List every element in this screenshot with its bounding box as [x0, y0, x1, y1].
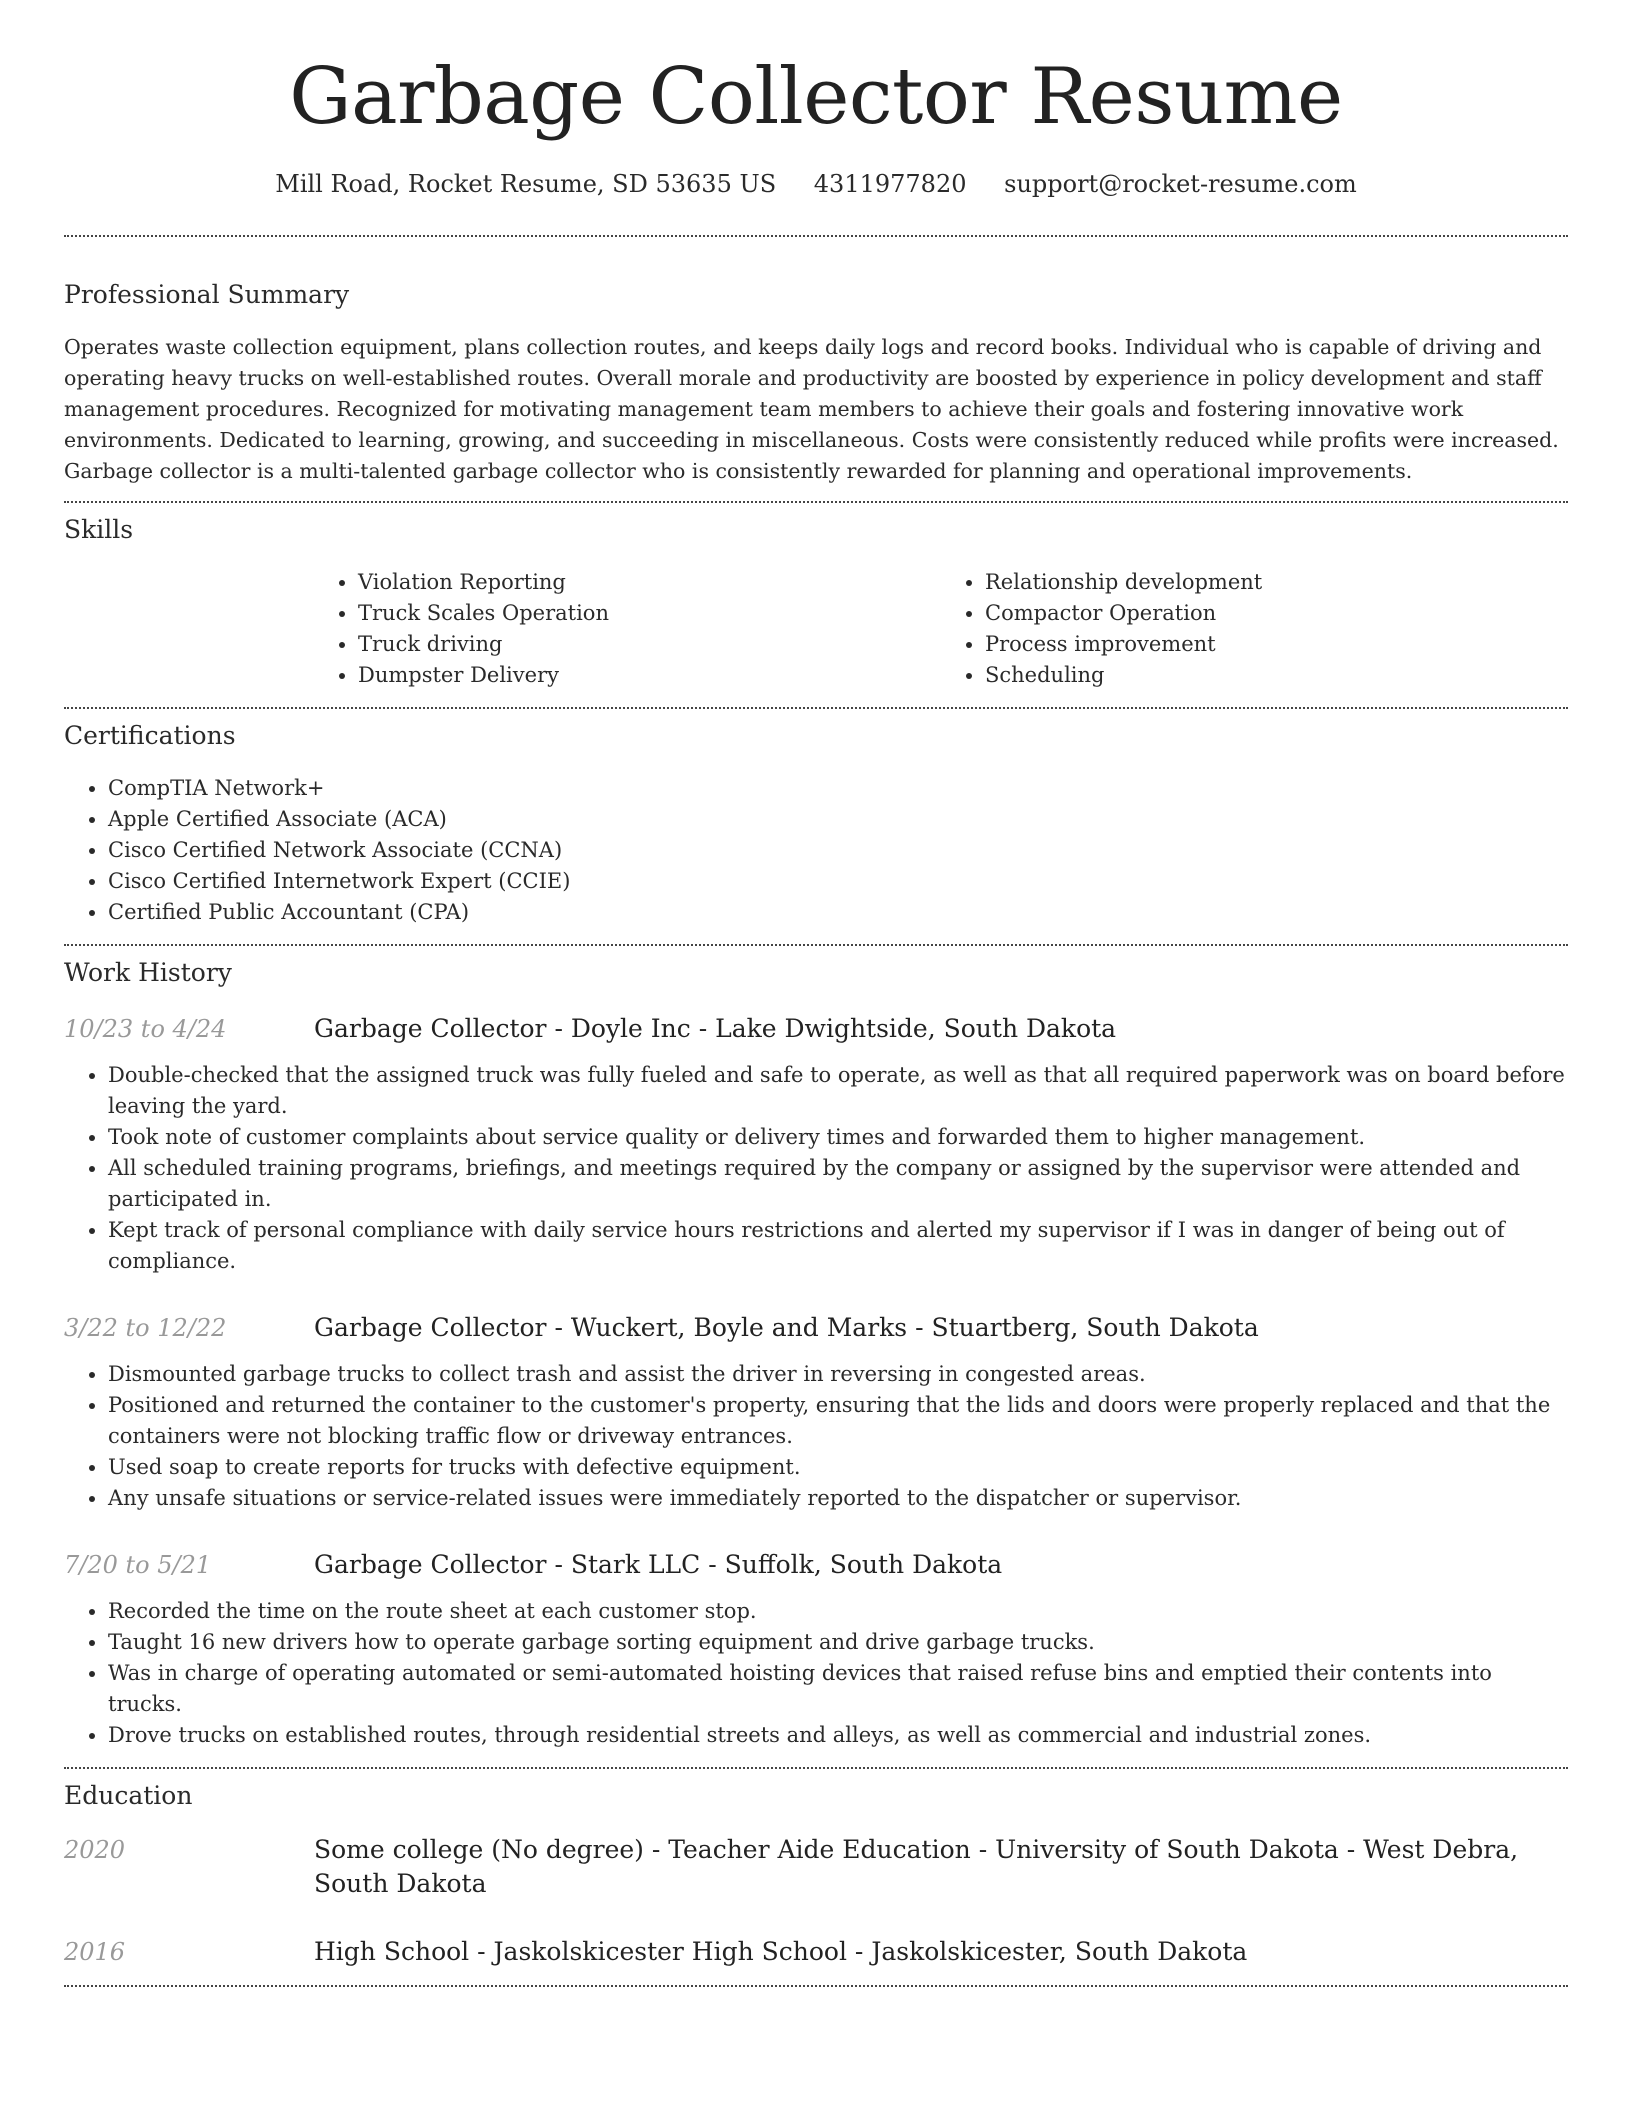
job-bullet: • Kept track of personal compliance with daily service hours restrictions and alerted my supervisor if I was in danger of being out of compliance. — [108, 1215, 1568, 1277]
skills-title: Skills — [64, 514, 134, 544]
job-bullet: • Recorded the time on the route sheet at each customer stop. — [108, 1596, 1568, 1627]
job-bullets — [64, 1596, 1568, 1751]
job-bullet: • Dismounted garbage trucks to collect trash and assist the driver in reversing in congested areas. — [108, 1359, 1568, 1390]
divider — [64, 501, 1568, 503]
job-bullets — [64, 1060, 1568, 1277]
divider — [64, 1767, 1568, 1769]
job-bullet: • Positioned and returned the container to the customer's property, ensuring that the lids and doors were properly replaced and that the containers were not blocking traffic flow or driveway entrances. — [108, 1390, 1568, 1452]
job-bullet: • Taught 16 new drivers how to operate garbage sorting equipment and drive garbage trucks. — [108, 1627, 1568, 1658]
certification-item: • Cisco Certified Internetwork Expert (CCIE) — [108, 866, 1568, 897]
job-bullet: • Took note of customer complaints about service quality or delivery times and forwarded them to higher management. — [108, 1122, 1568, 1153]
certifications-section — [64, 721, 1568, 928]
education-section — [64, 1781, 1568, 1969]
job-bullet: • Used soap to create reports for trucks with defective equipment. — [108, 1452, 1568, 1483]
certifications-list — [64, 773, 1568, 928]
education-title-text: High School - Jaskolskicester High School - Jaskolskicester, South Dakota — [314, 1936, 1248, 1966]
skill-item: • Violation Reporting — [358, 567, 941, 598]
contact-line — [64, 170, 1568, 199]
contact-address: Mill Road, Rocket Resume, SD 53635 US — [275, 170, 777, 198]
divider — [64, 707, 1568, 709]
skill-item: • Scheduling — [985, 660, 1568, 691]
resume-name: Garbage Collector Resume — [289, 52, 1343, 142]
summary-text: Operates waste collection equipment, plans collection routes, and keeps daily logs and record books. Individual who is capable of driving and operating heavy trucks on well-established routes. Overall morale and productivity are boosted by experience in policy development and staff management procedures. Recognized for motivating management team members to achieve their goals and fostering innovative work environments. Dedicated to learning, growing, and succeeding in miscellaneous. Costs were consistently reduced while profits were increased. Garbage collector is a multi-talented garbage collector who is consistently rewarded for planning and operational improvements. — [64, 334, 1559, 483]
job-title: Garbage Collector - Wuckert, Boyle and Marks - Stuartberg, South Dakota — [314, 1312, 1259, 1342]
certification-item: • Cisco Certified Network Associate (CCNA) — [108, 835, 1568, 866]
contact-phone: 4311977820 — [813, 170, 967, 198]
job-header — [64, 1548, 1568, 1582]
education-year: 2016 — [64, 1937, 126, 1966]
certification-item: • Apple Certified Associate (ACA) — [108, 804, 1568, 835]
contact-email: support@rocket-resume.com — [1004, 170, 1357, 198]
job-entry — [64, 1548, 1568, 1751]
job-entry — [64, 1311, 1568, 1514]
divider — [64, 944, 1568, 946]
skills-list-left — [314, 567, 941, 691]
education-entry — [64, 1935, 1568, 1969]
summary-title: Professional Summary — [64, 279, 350, 309]
skill-item: • Truck driving — [358, 629, 941, 660]
work-title: Work History — [64, 957, 232, 987]
job-header — [64, 1012, 1568, 1046]
skill-item: • Truck Scales Operation — [358, 598, 941, 629]
certifications-title: Certifications — [64, 720, 236, 750]
job-header — [64, 1311, 1568, 1345]
job-bullet: • Was in charge of operating automated or semi-automated hoisting devices that raised refuse bins and emptied their contents into trucks. — [108, 1658, 1568, 1720]
skills-grid — [314, 567, 1568, 691]
education-title: Education — [64, 1780, 193, 1810]
work-section — [64, 958, 1568, 1751]
job-bullet: • Double-checked that the assigned truck was fully fueled and safe to operate, as well as that all required paperwork was on board before leaving the yard. — [108, 1060, 1568, 1122]
education-year: 2020 — [64, 1835, 126, 1864]
job-dates: 10/23 to 4/24 — [64, 1014, 227, 1043]
education-title-text: Some college (No degree) - Teacher Aide Education - University of South Dakota - West Debra, South Dakota — [314, 1834, 1519, 1898]
skills-list-right — [941, 567, 1568, 691]
job-title: Garbage Collector - Stark LLC - Suffolk, South Dakota — [314, 1549, 1003, 1579]
job-bullet: • Any unsafe situations or service-related issues were immediately reported to the dispatcher or supervisor. — [108, 1483, 1568, 1514]
job-bullets — [64, 1359, 1568, 1514]
job-title: Garbage Collector - Doyle Inc - Lake Dwightside, South Dakota — [314, 1013, 1117, 1043]
skill-item: • Dumpster Delivery — [358, 660, 941, 691]
job-entry — [64, 1012, 1568, 1277]
summary-section — [64, 280, 1568, 487]
education-entry — [64, 1833, 1568, 1901]
skill-item: • Compactor Operation — [985, 598, 1568, 629]
job-dates: 7/20 to 5/21 — [64, 1550, 212, 1579]
skills-section — [64, 515, 1568, 691]
certification-item: • Certified Public Accountant (CPA) — [108, 897, 1568, 928]
divider — [64, 1985, 1568, 1987]
certification-item: • CompTIA Network+ — [108, 773, 1568, 804]
divider — [64, 235, 1568, 237]
skill-item: • Relationship development — [985, 567, 1568, 598]
job-dates: 3/22 to 12/22 — [64, 1313, 227, 1342]
skill-item: • Process improvement — [985, 629, 1568, 660]
job-bullet: • All scheduled training programs, briefings, and meetings required by the company or assigned by the supervisor were attended and participated in. — [108, 1153, 1568, 1215]
job-bullet: • Drove trucks on established routes, through residential streets and alleys, as well as commercial and industrial zones. — [108, 1720, 1568, 1751]
